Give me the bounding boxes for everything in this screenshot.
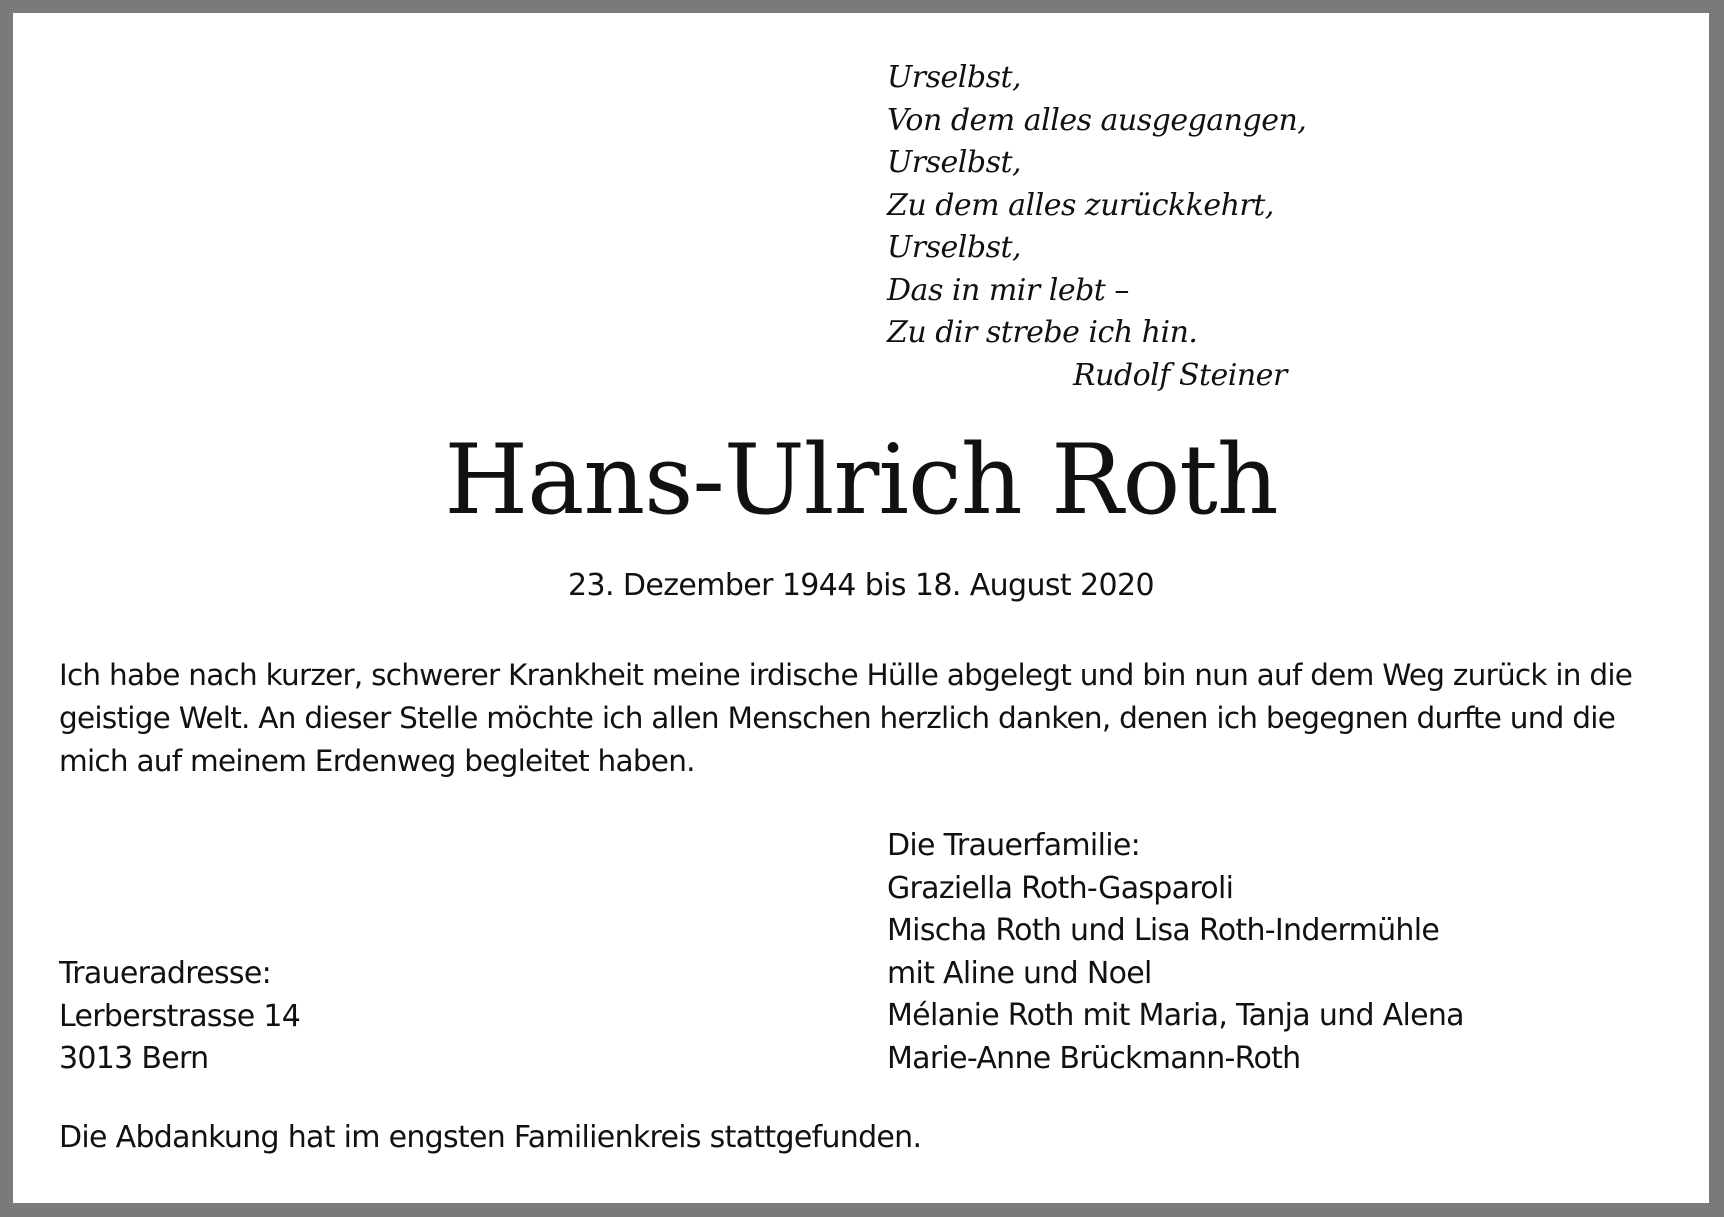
family-member: Mischa Roth und Lisa Roth-Indermühle [887, 913, 1440, 948]
poem-line: Urselbst, [887, 230, 1022, 265]
family-member: Mélanie Roth mit Maria, Tanja und Alena [887, 998, 1464, 1033]
poem-line: Das in mir lebt – [887, 272, 1129, 308]
life-dates: 23. Dezember 1944 bis 18. August 2020 [568, 568, 1154, 603]
family-heading: Die Trauerfamilie: [887, 828, 1141, 863]
farewell-message [59, 654, 1689, 783]
message-line: geistige Welt. An dieser Stelle möchte ich allen Menschen herzlich danken, denen ich begegnen durfte und die [59, 701, 1616, 735]
funeral-note: Die Abdankung hat im engsten Familienkreis stattgefunden. [59, 1120, 922, 1155]
address-label: Traueradresse: [59, 956, 272, 991]
family-member: Graziella Roth-Gasparoli [887, 870, 1234, 906]
family-member: mit Aline und Noel [887, 955, 1152, 991]
poem-line: Zu dem alles zurückkehrt, [887, 187, 1274, 223]
obituary-notice [13, 13, 1709, 1203]
poem-quote [887, 57, 1306, 397]
message-line: mich auf meinem Erdenweg begleitet haben. [59, 744, 695, 778]
poem-line: Von dem alles ausgegangen, [887, 102, 1307, 138]
family-member: Marie-Anne Brückmann-Roth [887, 1040, 1301, 1076]
address-city: 3013 Bern [59, 1041, 209, 1076]
mourning-family [887, 825, 1464, 1080]
poem-author: Rudolf Steiner [1073, 357, 1287, 393]
poem-line: Urselbst, [887, 145, 1022, 180]
poem-line: Zu dir strebe ich hin. [887, 315, 1198, 350]
poem-line: Urselbst, [887, 60, 1022, 95]
deceased-name: Hans-Ulrich Roth [444, 424, 1278, 536]
message-line: Ich habe nach kurzer, schwerer Krankheit meine irdische Hülle abgelegt und bin nun auf dem Weg zurück in die [59, 658, 1633, 692]
mourning-address [59, 953, 300, 1081]
address-street: Lerberstrasse 14 [59, 998, 301, 1034]
